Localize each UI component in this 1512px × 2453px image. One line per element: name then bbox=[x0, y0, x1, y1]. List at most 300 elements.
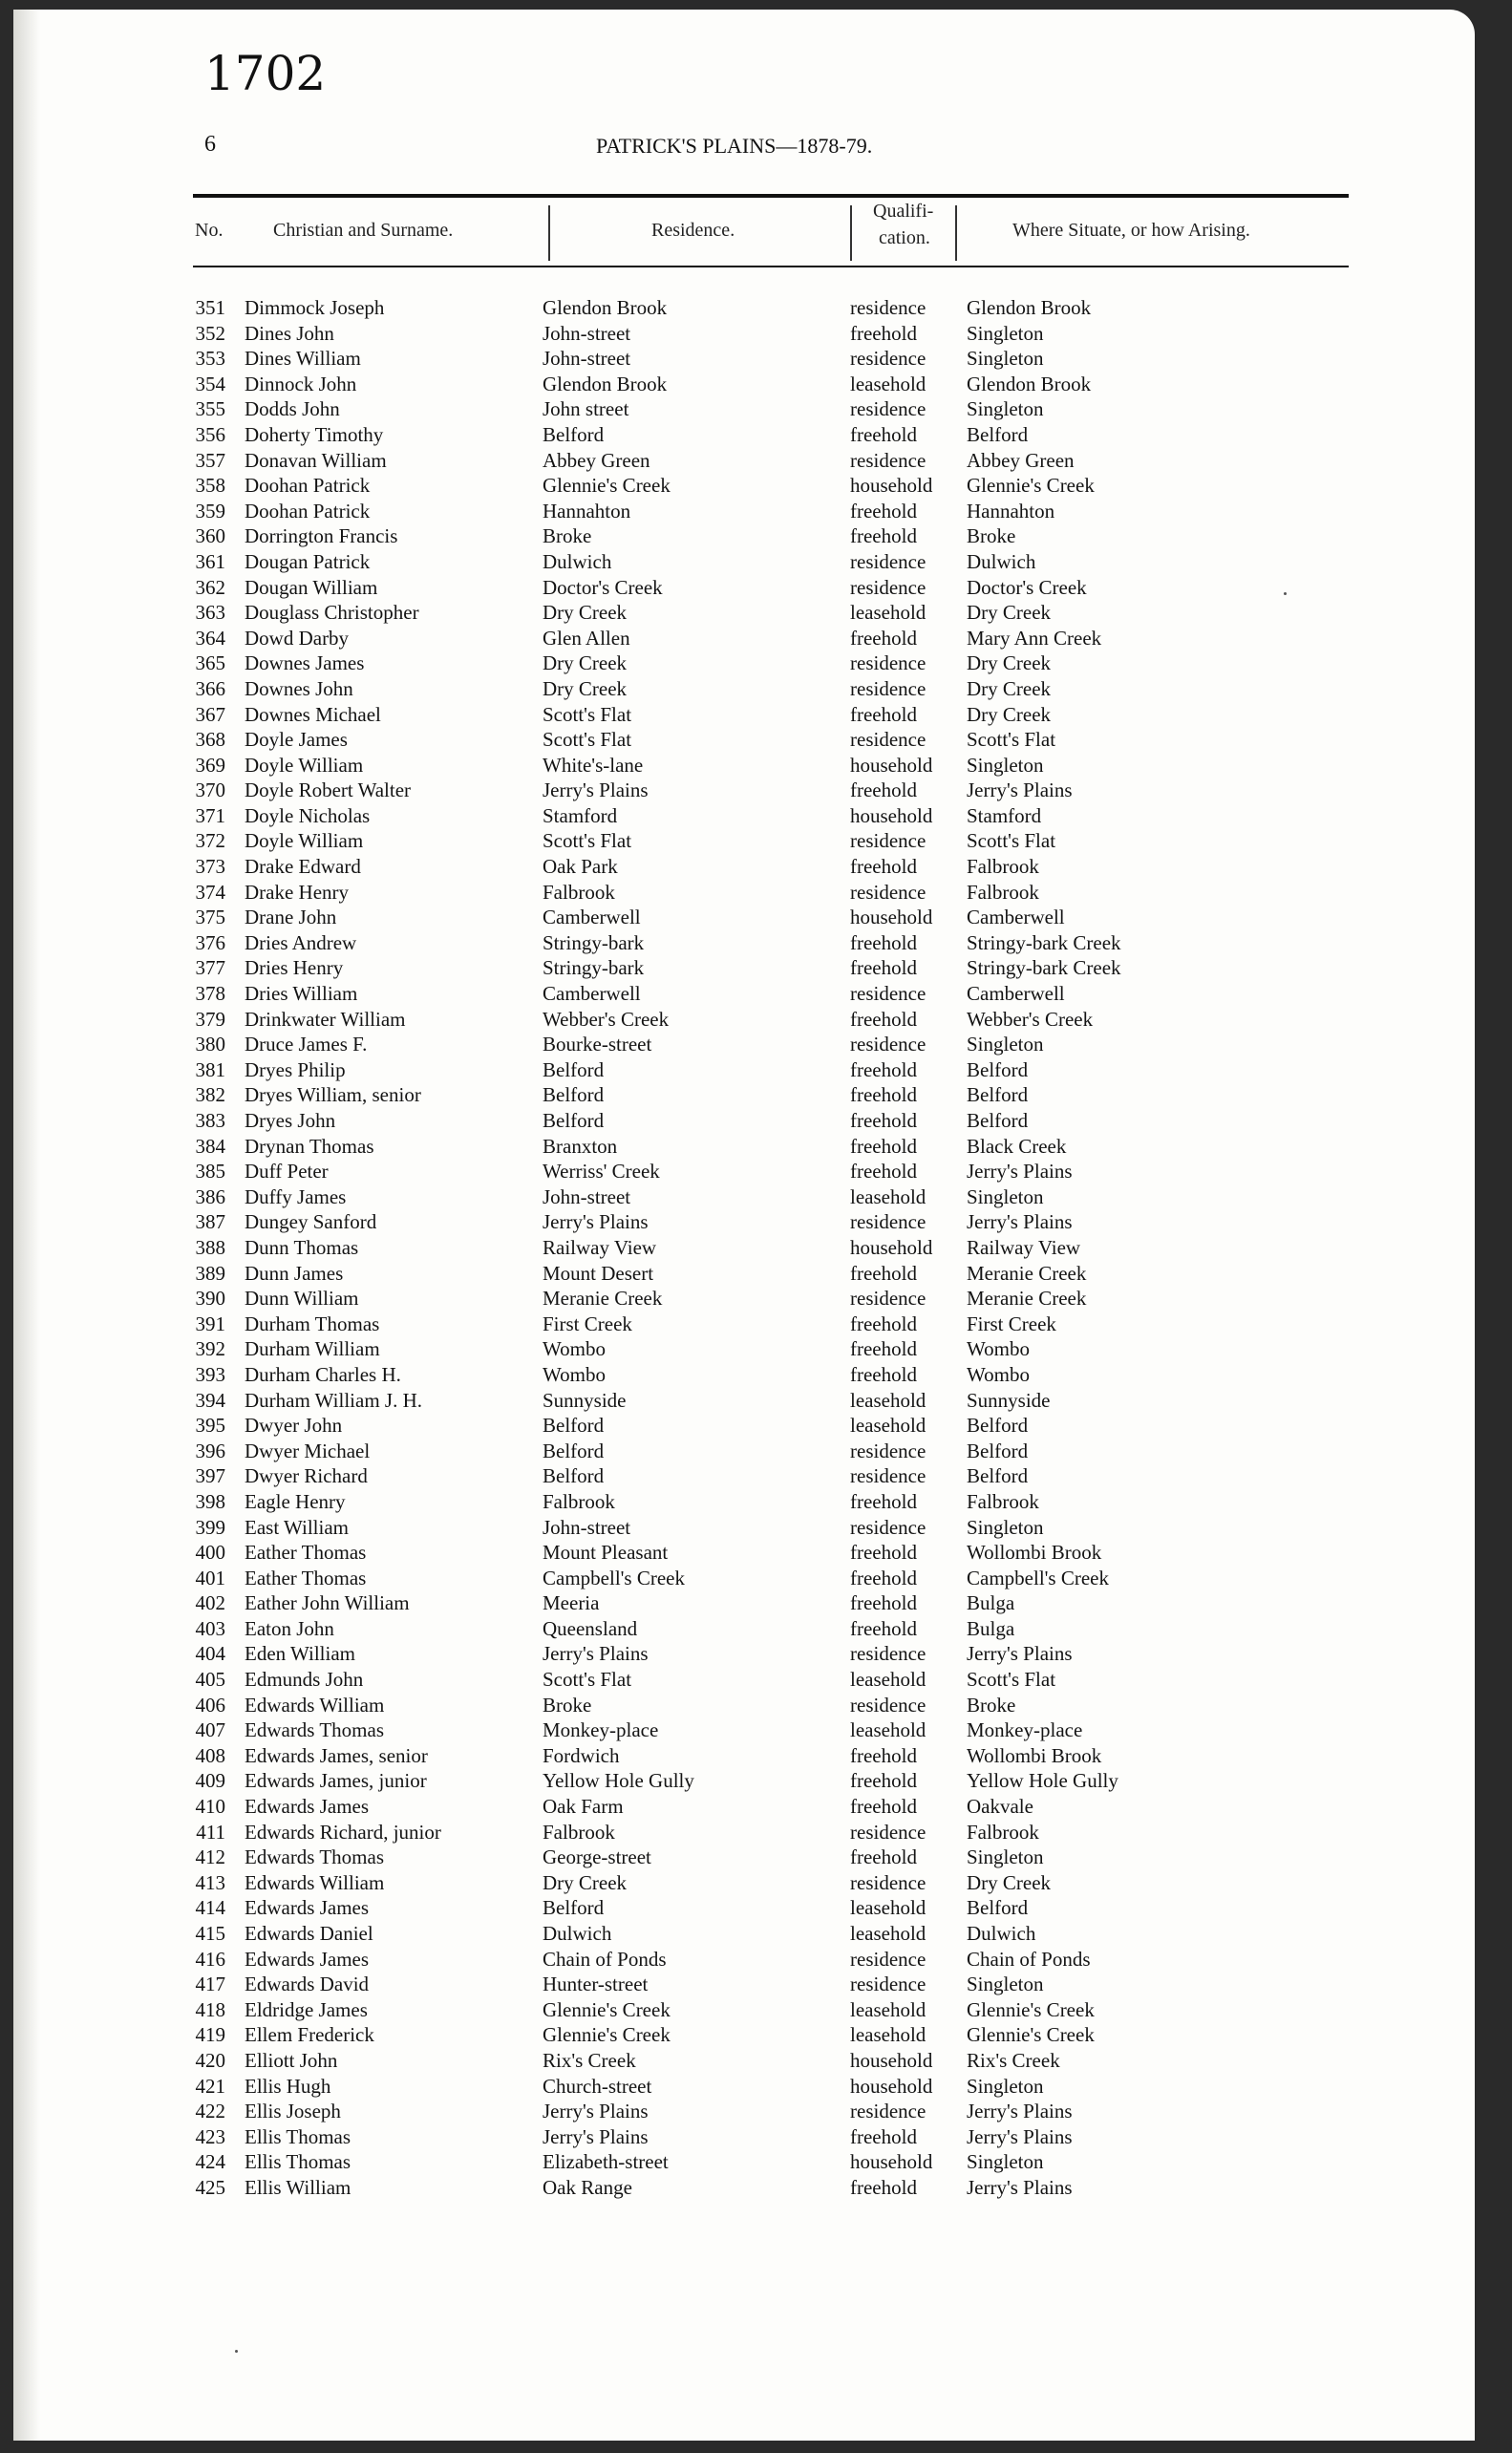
entry-qualification: freehold bbox=[850, 1566, 917, 1589]
table-row bbox=[13, 1845, 1475, 1871]
table-row bbox=[13, 397, 1475, 423]
entry-where-situate: Jerry's Plains bbox=[967, 1642, 1073, 1666]
entry-residence: George-street bbox=[543, 1845, 651, 1869]
entry-where-situate: Meranie Creek bbox=[967, 1261, 1087, 1285]
table-row bbox=[13, 1312, 1475, 1338]
entry-residence: Jerry's Plains bbox=[543, 1642, 649, 1666]
entry-qualification: residence bbox=[850, 728, 926, 752]
entry-name: Doyle William bbox=[245, 753, 364, 777]
table-row bbox=[13, 1948, 1475, 1973]
entry-qualification: household bbox=[850, 2074, 933, 2098]
entry-name: Dries William bbox=[245, 982, 358, 1006]
entry-number: 417 bbox=[195, 1973, 225, 1996]
entry-name: Dryes William, senior bbox=[245, 1083, 421, 1107]
entry-where-situate: Doctor's Creek bbox=[967, 575, 1087, 599]
table-row bbox=[13, 651, 1475, 677]
entry-qualification: residence bbox=[850, 1439, 926, 1462]
entry-residence: Camberwell bbox=[543, 982, 641, 1006]
entry-residence: Mount Pleasant bbox=[543, 1541, 669, 1565]
entry-name: Drake Edward bbox=[245, 855, 361, 879]
entry-number: 404 bbox=[195, 1642, 225, 1666]
entry-number: 359 bbox=[195, 499, 225, 523]
entry-name: Douglass Christopher bbox=[245, 601, 419, 625]
entry-number: 385 bbox=[195, 1160, 225, 1184]
entry-name: Doherty Timothy bbox=[245, 422, 384, 446]
entry-qualification: freehold bbox=[850, 1160, 917, 1184]
entry-residence: Campbell's Creek bbox=[543, 1566, 685, 1589]
entry-residence: Mount Desert bbox=[543, 1261, 654, 1285]
table-row bbox=[13, 1008, 1475, 1034]
table-row bbox=[13, 1617, 1475, 1643]
col-separator bbox=[548, 205, 550, 261]
entry-number: 391 bbox=[195, 1312, 225, 1335]
col-header-where: Where Situate, or how Arising. bbox=[1012, 220, 1250, 241]
entry-number: 357 bbox=[195, 448, 225, 472]
entry-number: 393 bbox=[195, 1362, 225, 1386]
entry-where-situate: Wollombi Brook bbox=[967, 1743, 1102, 1767]
entry-qualification: leasehold bbox=[850, 1718, 926, 1742]
entry-where-situate: Singleton bbox=[967, 1184, 1044, 1208]
entry-qualification: household bbox=[850, 2150, 933, 2174]
entry-where-situate: Singleton bbox=[967, 1515, 1044, 1539]
entry-qualification: household bbox=[850, 1235, 933, 1259]
entry-name: Edwards James bbox=[245, 1795, 370, 1819]
entry-number: 364 bbox=[195, 626, 225, 650]
col-header-no: No. bbox=[195, 220, 224, 241]
ink-speck bbox=[235, 2350, 238, 2353]
entry-where-situate: Dry Creek bbox=[967, 1870, 1052, 1894]
table-row bbox=[13, 423, 1475, 449]
entry-number: 394 bbox=[195, 1388, 225, 1412]
entry-qualification: leasehold bbox=[850, 2023, 926, 2047]
entry-qualification: residence bbox=[850, 676, 926, 700]
entry-qualification: leasehold bbox=[850, 1388, 926, 1412]
entry-where-situate: Jerry's Plains bbox=[967, 779, 1073, 802]
table-row bbox=[13, 1033, 1475, 1058]
entry-residence: Bourke-street bbox=[543, 1033, 652, 1056]
entry-residence: Glendon Brook bbox=[543, 296, 668, 319]
entry-qualification: leasehold bbox=[850, 1997, 926, 2021]
entry-number: 387 bbox=[195, 1210, 225, 1234]
entry-number: 388 bbox=[195, 1235, 225, 1259]
table-row bbox=[13, 1668, 1475, 1694]
entry-number: 425 bbox=[195, 2175, 225, 2199]
entry-qualification: residence bbox=[850, 1820, 926, 1844]
entry-where-situate: Stringy-bark Creek bbox=[967, 956, 1121, 980]
entry-number: 402 bbox=[195, 1591, 225, 1615]
entry-number: 410 bbox=[195, 1795, 225, 1819]
entry-where-situate: Scott's Flat bbox=[967, 829, 1056, 853]
entry-name: Dryes Philip bbox=[245, 1057, 346, 1081]
entry-where-situate: Jerry's Plains bbox=[967, 1210, 1073, 1234]
table-row bbox=[13, 1591, 1475, 1617]
entry-name: Edwards Thomas bbox=[245, 1845, 385, 1869]
table-row bbox=[13, 1718, 1475, 1744]
register-table bbox=[13, 296, 1475, 2202]
table-row bbox=[13, 804, 1475, 830]
table-row bbox=[13, 1083, 1475, 1109]
entry-where-situate: Bulga bbox=[967, 1616, 1015, 1640]
entry-residence: Railway View bbox=[543, 1235, 657, 1259]
entry-name: Elliott John bbox=[245, 2048, 338, 2072]
entry-where-situate: Belford bbox=[967, 1439, 1029, 1462]
entry-residence: Hannahton bbox=[543, 499, 631, 523]
entry-number: 371 bbox=[195, 803, 225, 827]
entry-qualification: freehold bbox=[850, 422, 917, 446]
entry-number: 367 bbox=[195, 702, 225, 726]
table-row bbox=[13, 1160, 1475, 1185]
entry-residence: White's-lane bbox=[543, 753, 644, 777]
entry-where-situate: Singleton bbox=[967, 1845, 1044, 1869]
table-row bbox=[13, 881, 1475, 907]
entry-residence: Wombo bbox=[543, 1362, 606, 1386]
table-row bbox=[13, 1337, 1475, 1363]
entry-qualification: freehold bbox=[850, 1337, 917, 1361]
entry-number: 373 bbox=[195, 855, 225, 879]
table-row bbox=[13, 449, 1475, 475]
entry-where-situate: Jerry's Plains bbox=[967, 2175, 1073, 2199]
entry-qualification: residence bbox=[850, 1947, 926, 1971]
entry-where-situate: Jerry's Plains bbox=[967, 1160, 1073, 1184]
table-row bbox=[13, 1998, 1475, 2024]
table-row bbox=[13, 1871, 1475, 1897]
entry-where-situate: Jerry's Plains bbox=[967, 2124, 1073, 2148]
entry-residence: Glennie's Creek bbox=[543, 1997, 671, 2021]
entry-where-situate: Singleton bbox=[967, 397, 1044, 421]
entry-name: Downes James bbox=[245, 651, 365, 675]
entry-qualification: freehold bbox=[850, 1795, 917, 1819]
table-row bbox=[13, 373, 1475, 398]
entry-residence: Dulwich bbox=[543, 549, 612, 573]
entry-number: 398 bbox=[195, 1489, 225, 1513]
entry-qualification: residence bbox=[850, 651, 926, 675]
entry-qualification: freehold bbox=[850, 956, 917, 980]
entry-number: 422 bbox=[195, 2100, 225, 2123]
entry-number: 379 bbox=[195, 1007, 225, 1031]
entry-number: 362 bbox=[195, 575, 225, 599]
entry-qualification: freehold bbox=[850, 626, 917, 650]
entry-where-situate: Stamford bbox=[967, 803, 1042, 827]
table-row bbox=[13, 322, 1475, 348]
entry-qualification: residence bbox=[850, 1033, 926, 1056]
entry-number: 419 bbox=[195, 2023, 225, 2047]
entry-name: Edwards William bbox=[245, 1693, 385, 1717]
entry-number: 407 bbox=[195, 1718, 225, 1742]
entry-where-situate: Glennie's Creek bbox=[967, 474, 1095, 498]
entry-qualification: residence bbox=[850, 1642, 926, 1666]
entry-where-situate: Singleton bbox=[967, 321, 1044, 345]
entry-where-situate: Dry Creek bbox=[967, 601, 1052, 625]
entry-residence: Jerry's Plains bbox=[543, 779, 649, 802]
entry-name: Doyle Nicholas bbox=[245, 803, 371, 827]
entry-residence: Falbrook bbox=[543, 1820, 615, 1844]
entry-residence: Yellow Hole Gully bbox=[543, 1769, 694, 1793]
entry-name: Drynan Thomas bbox=[245, 1134, 374, 1158]
entry-residence: Meranie Creek bbox=[543, 1287, 663, 1311]
table-row bbox=[13, 829, 1475, 855]
entry-where-situate: Falbrook bbox=[967, 1820, 1039, 1844]
entry-number: 374 bbox=[195, 880, 225, 904]
table-row bbox=[13, 1821, 1475, 1846]
entry-qualification: freehold bbox=[850, 855, 917, 879]
entry-name: Ellis Joseph bbox=[245, 2100, 341, 2123]
entry-where-situate: Singleton bbox=[967, 2150, 1044, 2174]
entry-where-situate: Meranie Creek bbox=[967, 1287, 1087, 1311]
entry-residence: Abbey Green bbox=[543, 448, 650, 472]
entry-number: 390 bbox=[195, 1287, 225, 1311]
entry-where-situate: Glendon Brook bbox=[967, 372, 1092, 395]
entry-residence: Dry Creek bbox=[543, 601, 628, 625]
table-row bbox=[13, 931, 1475, 957]
entry-qualification: freehold bbox=[850, 1007, 917, 1031]
entry-where-situate: Yellow Hole Gully bbox=[967, 1769, 1118, 1793]
entry-where-situate: Scott's Flat bbox=[967, 728, 1056, 752]
entry-residence: Jerry's Plains bbox=[543, 2100, 649, 2123]
entry-qualification: leasehold bbox=[850, 1668, 926, 1692]
entry-where-situate: Dry Creek bbox=[967, 702, 1052, 726]
entry-where-situate: Singleton bbox=[967, 1033, 1044, 1056]
entry-number: 396 bbox=[195, 1439, 225, 1462]
entry-where-situate: Belford bbox=[967, 1083, 1029, 1107]
table-row bbox=[13, 1414, 1475, 1440]
table-row bbox=[13, 524, 1475, 550]
entry-name: Durham Charles H. bbox=[245, 1362, 401, 1386]
entry-qualification: freehold bbox=[850, 1591, 917, 1615]
entry-name: Eldridge James bbox=[245, 1997, 368, 2021]
entry-where-situate: Mary Ann Creek bbox=[967, 626, 1102, 650]
entry-where-situate: Railway View bbox=[967, 1235, 1081, 1259]
table-row bbox=[13, 1694, 1475, 1719]
entry-number: 418 bbox=[195, 1997, 225, 2021]
entry-name: Durham Thomas bbox=[245, 1312, 380, 1335]
entry-where-situate: Singleton bbox=[967, 753, 1044, 777]
entry-qualification: residence bbox=[850, 1210, 926, 1234]
entry-name: Dries Henry bbox=[245, 956, 344, 980]
entry-name: Durham William J. H. bbox=[245, 1388, 422, 1412]
entry-where-situate: Belford bbox=[967, 1464, 1029, 1488]
entry-where-situate: Stringy-bark Creek bbox=[967, 930, 1121, 954]
entry-number: 366 bbox=[195, 676, 225, 700]
entry-qualification: freehold bbox=[850, 1362, 917, 1386]
entry-residence: Belford bbox=[543, 1083, 605, 1107]
entry-name: Doyle James bbox=[245, 728, 348, 752]
entry-residence: Scott's Flat bbox=[543, 1668, 632, 1692]
entry-where-situate: Singleton bbox=[967, 2074, 1044, 2098]
table-row bbox=[13, 1262, 1475, 1288]
entry-number: 351 bbox=[195, 296, 225, 319]
entry-name: Edwards James, senior bbox=[245, 1743, 428, 1767]
entry-residence: First Creek bbox=[543, 1312, 632, 1335]
entry-residence: John-street bbox=[543, 321, 631, 345]
entry-name: Duff Peter bbox=[245, 1160, 329, 1184]
table-row bbox=[13, 500, 1475, 525]
table-row bbox=[13, 1973, 1475, 1998]
entry-number: 412 bbox=[195, 1845, 225, 1869]
entry-residence: Belford bbox=[543, 1464, 605, 1488]
entry-name: Edwards Daniel bbox=[245, 1922, 373, 1945]
entry-where-situate: Broke bbox=[967, 524, 1016, 548]
entry-where-situate: Dulwich bbox=[967, 1922, 1036, 1945]
table-row bbox=[13, 2150, 1475, 2176]
header-bottom-rule bbox=[193, 266, 1349, 267]
entry-qualification: freehold bbox=[850, 1489, 917, 1513]
entry-name: Dowd Darby bbox=[245, 626, 350, 650]
entry-residence: Chain of Ponds bbox=[543, 1947, 667, 1971]
table-row bbox=[13, 1210, 1475, 1236]
entry-residence: Doctor's Creek bbox=[543, 575, 663, 599]
table-row bbox=[13, 1642, 1475, 1668]
entry-where-situate: Monkey-place bbox=[967, 1718, 1083, 1742]
table-row bbox=[13, 1135, 1475, 1161]
entry-number: 365 bbox=[195, 651, 225, 675]
entry-number: 401 bbox=[195, 1566, 225, 1589]
entry-name: Drake Henry bbox=[245, 880, 350, 904]
ink-speck bbox=[1284, 592, 1287, 595]
table-row bbox=[13, 474, 1475, 500]
entry-name: Durham William bbox=[245, 1337, 380, 1361]
entry-number: 411 bbox=[196, 1820, 225, 1844]
entry-qualification: freehold bbox=[850, 930, 917, 954]
entry-name: Drane John bbox=[245, 906, 337, 929]
entry-qualification: household bbox=[850, 803, 933, 827]
entry-name: Edmunds John bbox=[245, 1668, 364, 1692]
entry-residence: Meeria bbox=[543, 1591, 600, 1615]
entry-where-situate: Abbey Green bbox=[967, 448, 1075, 472]
entry-residence: Broke bbox=[543, 524, 592, 548]
entry-qualification: freehold bbox=[850, 2175, 917, 2199]
entry-number: 354 bbox=[195, 372, 225, 395]
entry-name: Doyle William bbox=[245, 829, 364, 853]
entry-name: Dougan Patrick bbox=[245, 549, 371, 573]
entry-number: 415 bbox=[195, 1922, 225, 1945]
entry-number: 369 bbox=[195, 753, 225, 777]
entry-qualification: residence bbox=[850, 2100, 926, 2123]
entry-name: Doyle Robert Walter bbox=[245, 779, 412, 802]
entry-residence: Belford bbox=[543, 1896, 605, 1920]
entry-name: Ellem Frederick bbox=[245, 2023, 374, 2047]
table-row bbox=[13, 906, 1475, 931]
entry-residence: Webber's Creek bbox=[543, 1007, 670, 1031]
entry-number: 375 bbox=[195, 906, 225, 929]
entry-name: Eaton John bbox=[245, 1616, 334, 1640]
entry-name: Doohan Patrick bbox=[245, 474, 371, 498]
entry-where-situate: Singleton bbox=[967, 347, 1044, 371]
header-top-rule bbox=[193, 194, 1349, 198]
col-header-residence: Residence. bbox=[651, 220, 735, 241]
entry-qualification: residence bbox=[850, 1870, 926, 1894]
entry-where-situate: Dry Creek bbox=[967, 651, 1052, 675]
entry-residence: Broke bbox=[543, 1693, 592, 1717]
entry-number: 389 bbox=[195, 1261, 225, 1285]
entry-where-situate: Campbell's Creek bbox=[967, 1566, 1109, 1589]
entry-name: Edwards James, junior bbox=[245, 1769, 427, 1793]
entry-where-situate: Wombo bbox=[967, 1362, 1030, 1386]
entry-qualification: household bbox=[850, 474, 933, 498]
entry-where-situate: Black Creek bbox=[967, 1134, 1067, 1158]
entry-number: 380 bbox=[195, 1033, 225, 1056]
entry-qualification: residence bbox=[850, 1464, 926, 1488]
entry-residence: Fordwich bbox=[543, 1743, 620, 1767]
entry-qualification: household bbox=[850, 753, 933, 777]
entry-number: 400 bbox=[195, 1541, 225, 1565]
table-row bbox=[13, 703, 1475, 729]
entry-where-situate: Belford bbox=[967, 1414, 1029, 1438]
entry-where-situate: Belford bbox=[967, 1109, 1029, 1132]
entry-name: Dryes John bbox=[245, 1109, 336, 1132]
entry-number: 416 bbox=[195, 1947, 225, 1971]
col-header-qualification-2: cation. bbox=[879, 227, 930, 248]
entry-qualification: freehold bbox=[850, 1134, 917, 1158]
entry-qualification: freehold bbox=[850, 1312, 917, 1335]
entry-residence: Wombo bbox=[543, 1337, 606, 1361]
entry-residence: Branxton bbox=[543, 1134, 618, 1158]
entry-number: 382 bbox=[195, 1083, 225, 1107]
entry-name: Dorrington Francis bbox=[245, 524, 398, 548]
entry-where-situate: Belford bbox=[967, 1896, 1029, 1920]
table-row bbox=[13, 550, 1475, 576]
entry-number: 361 bbox=[195, 549, 225, 573]
entry-qualification: freehold bbox=[850, 1845, 917, 1869]
table-row bbox=[13, 1287, 1475, 1312]
table-row bbox=[13, 2176, 1475, 2202]
entry-number: 424 bbox=[195, 2150, 225, 2174]
entry-qualification: freehold bbox=[850, 1769, 917, 1793]
table-row bbox=[13, 1440, 1475, 1465]
entry-residence: John-street bbox=[543, 1184, 631, 1208]
entry-residence: Scott's Flat bbox=[543, 829, 632, 853]
entry-number: 352 bbox=[195, 321, 225, 345]
table-row bbox=[13, 601, 1475, 627]
entry-name: Dines John bbox=[245, 321, 334, 345]
entry-residence: Jerry's Plains bbox=[543, 1210, 649, 1234]
entry-number: 363 bbox=[195, 601, 225, 625]
entry-qualification: residence bbox=[850, 829, 926, 853]
table-row bbox=[13, 296, 1475, 322]
table-row bbox=[13, 2125, 1475, 2151]
register-page bbox=[13, 10, 1475, 2441]
entry-name: Donavan William bbox=[245, 448, 387, 472]
entry-name: Dunn James bbox=[245, 1261, 344, 1285]
entry-qualification: residence bbox=[850, 1287, 926, 1311]
col-separator bbox=[955, 205, 957, 261]
entry-name: Dwyer John bbox=[245, 1414, 343, 1438]
entry-qualification: freehold bbox=[850, 1541, 917, 1565]
entry-residence: Stringy-bark bbox=[543, 956, 645, 980]
entry-number: 399 bbox=[195, 1515, 225, 1539]
entry-name: Dodds John bbox=[245, 397, 340, 421]
entry-number: 372 bbox=[195, 829, 225, 853]
table-row bbox=[13, 1744, 1475, 1770]
entry-qualification: residence bbox=[850, 1515, 926, 1539]
entry-where-situate: Chain of Ponds bbox=[967, 1947, 1091, 1971]
entry-residence: John-street bbox=[543, 1515, 631, 1539]
entry-name: Dungey Sanford bbox=[245, 1210, 377, 1234]
entry-number: 392 bbox=[195, 1337, 225, 1361]
entry-name: Edwards William bbox=[245, 1870, 385, 1894]
entry-name: Downes Michael bbox=[245, 702, 381, 726]
entry-name: Ellis Thomas bbox=[245, 2150, 351, 2174]
entry-where-situate: Jerry's Plains bbox=[967, 2100, 1073, 2123]
table-row bbox=[13, 728, 1475, 754]
entry-qualification: freehold bbox=[850, 1057, 917, 1081]
entry-residence: Werriss' Creek bbox=[543, 1160, 660, 1184]
table-row bbox=[13, 982, 1475, 1008]
entry-number: 356 bbox=[195, 422, 225, 446]
table-row bbox=[13, 347, 1475, 373]
entry-number: 395 bbox=[195, 1414, 225, 1438]
entry-residence: Dry Creek bbox=[543, 1870, 628, 1894]
entry-name: Ellis Hugh bbox=[245, 2074, 331, 2098]
